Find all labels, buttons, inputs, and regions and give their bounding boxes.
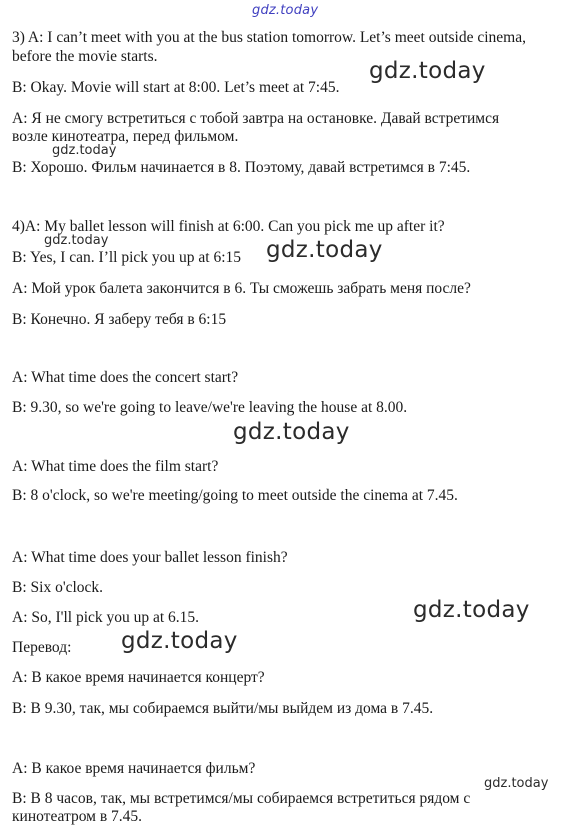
text-line-film-q: A: What time does the film start? [12,458,219,475]
text-line-4a-ru: А: Мой урок балета закончится в 6. Ты сможешь забрать меня после? [12,280,471,297]
text-line-film-a: B: 8 o'clock, so we're meeting/going to meet outside the cinema at 7.45. [12,487,458,504]
text-line-ballet-a: B: Six o'clock. [12,579,104,596]
watermark-small: gdz.today [484,776,549,791]
text-line-4a: 4)A: My ballet lesson will finish at 6:00. Can you pick me up after it? [12,218,445,235]
text-line-4b: B: Yes, I can. I’ll pick you up at 6:15 [12,249,242,266]
text-line-3a-1: 3) A: I can’t meet with you at the bus station tomorrow. Let’s meet outside cinema, [12,29,526,46]
watermark-large: gdz.today [369,58,486,84]
text-line-pickup: A: So, I'll pick you up at 6.15. [12,609,200,626]
watermark-top: gdz.today [252,3,319,18]
text-line-concert-a-ru: В: В 9.30, так, мы собираемся выйти/мы выйдем из дома в 7.45. [12,700,434,717]
text-line-concert-q: A: What time does the concert start? [12,369,239,386]
text-line-3a-ru-2: возле кинотеатра, перед фильмом. [12,128,239,145]
text-line-film-q-ru: А: В какое время начинается фильм? [12,760,256,777]
text-line-film-a-ru-1: В: В 8 часов, так, мы встретимся/мы собираемся встретиться рядом с [12,790,471,807]
text-line-translation-label: Перевод: [12,639,72,656]
text-line-3a-2: before the movie starts. [12,48,158,65]
watermark-large: gdz.today [413,597,530,623]
watermark-large: gdz.today [266,237,383,263]
watermark-small: gdz.today [44,233,109,248]
text-line-3b-ru: В: Хорошо. Фильм начинается в 8. Поэтому, давай встретимся в 7:45. [12,159,471,176]
text-line-4b-ru: В: Конечно. Я заберу тебя в 6:15 [12,311,227,328]
text-line-3a-ru-1: А: Я не смогу встретиться с тобой завтра на остановке. Давай встретимся [12,110,500,127]
watermark-small: gdz.today [52,143,117,158]
watermark-large: gdz.today [121,628,238,654]
text-line-3b: B: Okay. Movie will start at 8:00. Let’s meet at 7:45. [12,79,340,96]
text-line-concert-a: B: 9.30, so we're going to leave/we're leaving the house at 8.00. [12,399,408,416]
text-line-ballet-q: A: What time does your ballet lesson finish? [12,549,288,566]
watermark-large: gdz.today [233,419,350,445]
text-line-film-a-ru-2: кинотеатром в 7.45. [12,808,143,825]
text-line-concert-q-ru: А: В какое время начинается концерт? [12,669,265,686]
